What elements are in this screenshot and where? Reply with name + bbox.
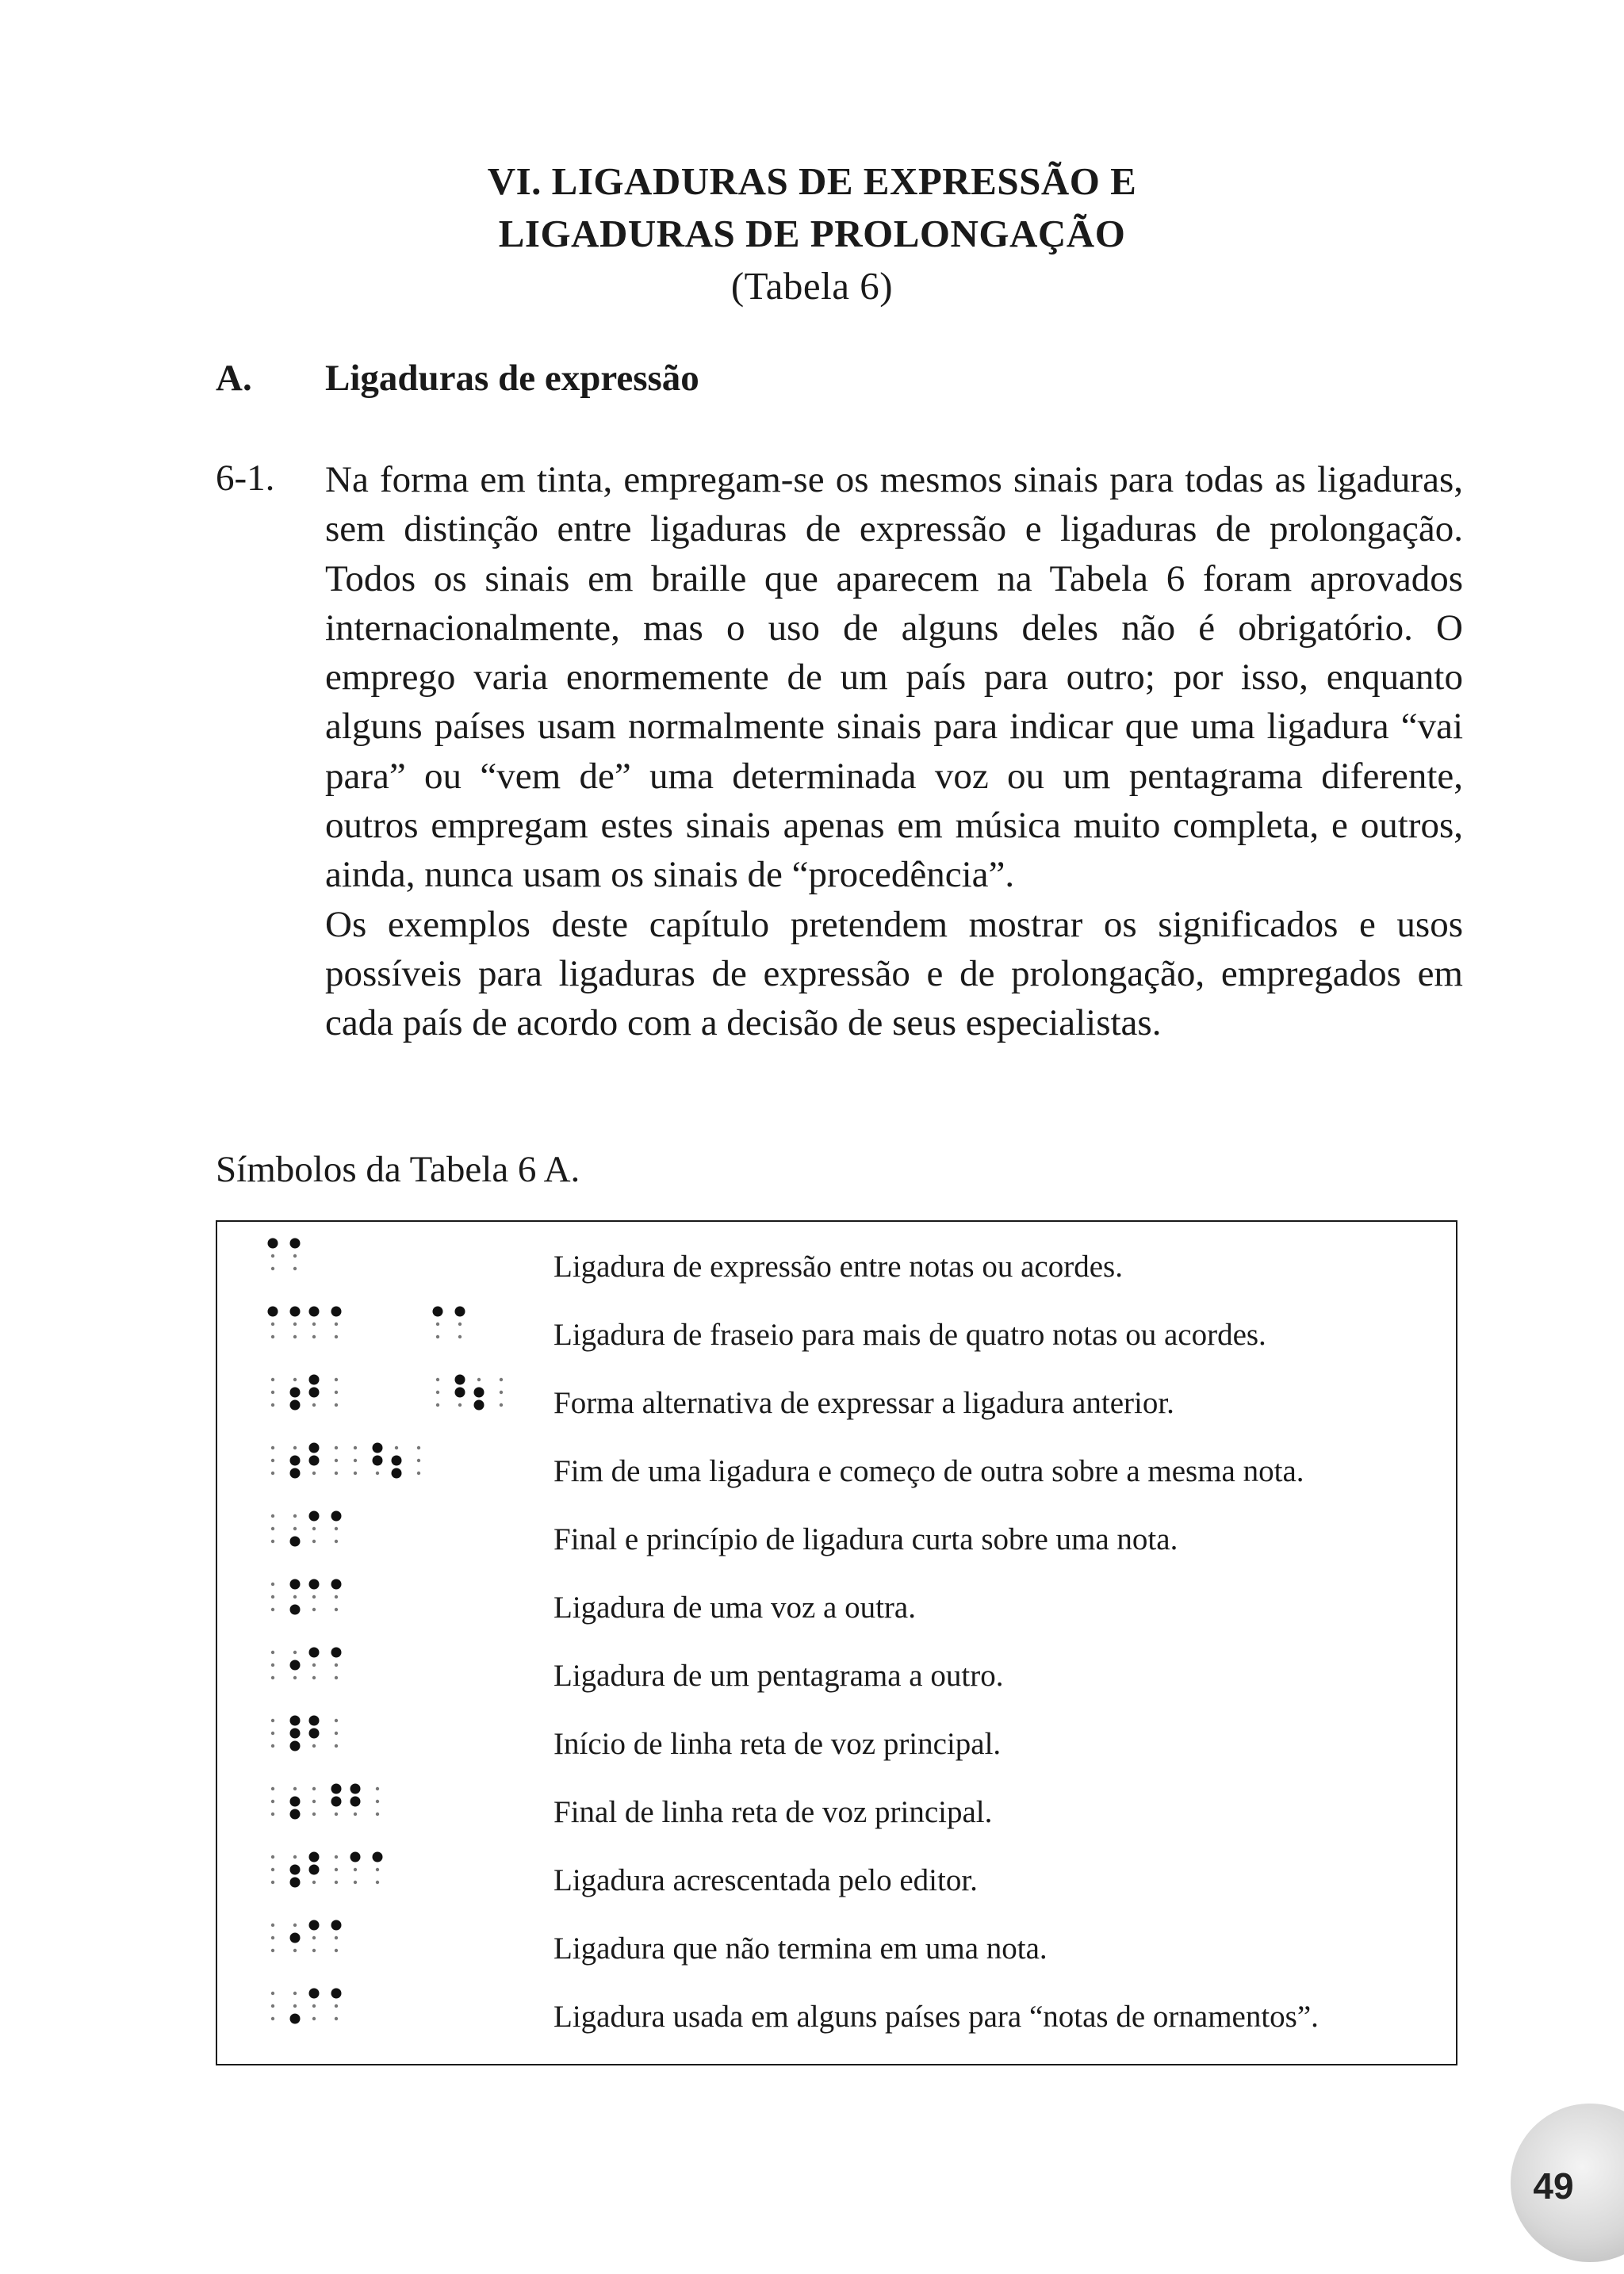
braille-dot-flat xyxy=(293,1378,297,1381)
braille-dot-flat xyxy=(312,1936,316,1939)
braille-sign xyxy=(217,1290,550,1358)
braille-dot-flat xyxy=(436,1378,439,1381)
braille-dot-raised xyxy=(331,1511,342,1522)
braille-dot-flat xyxy=(335,1335,338,1338)
braille-dot-flat xyxy=(335,1949,338,1952)
paragraph-number: 6-1. xyxy=(216,457,275,499)
braille-dot-raised xyxy=(290,2014,301,2024)
braille-dot-flat xyxy=(271,1527,274,1530)
braille-dot-flat xyxy=(293,1787,297,1790)
braille-dot-raised xyxy=(309,1307,320,1317)
braille-dot-flat xyxy=(335,1881,338,1884)
braille-dot-raised xyxy=(290,1809,301,1820)
braille-dot-flat xyxy=(271,1323,274,1326)
braille-dot-flat xyxy=(293,1595,297,1598)
braille-dot-flat xyxy=(335,2017,338,2020)
braille-dot-raised xyxy=(455,1307,465,1317)
page-number: 49 xyxy=(1533,2165,1574,2207)
braille-dot-raised xyxy=(290,1605,301,1615)
braille-dot-raised xyxy=(290,1307,301,1317)
symbol-description: Ligadura de uma voz a outra. xyxy=(553,1591,916,1625)
braille-dot-flat xyxy=(271,1881,274,1884)
braille-dot-flat xyxy=(293,1323,297,1326)
braille-dot-flat xyxy=(271,1595,274,1598)
braille-dot-raised xyxy=(309,1716,320,1726)
braille-dot-flat xyxy=(271,1391,274,1394)
braille-dot-flat xyxy=(500,1403,503,1407)
symbol-row xyxy=(217,1767,1456,1836)
braille-dot-flat xyxy=(376,1787,379,1790)
braille-dot-flat xyxy=(271,1949,274,1952)
symbol-description: Final de linha reta de voz principal. xyxy=(553,1795,993,1829)
symbol-description: Ligadura de expressão entre notas ou acordes. xyxy=(553,1250,1123,1284)
symbol-description: Ligadura de um pentagrama a outro. xyxy=(553,1659,1004,1693)
braille-dot-flat xyxy=(312,2004,316,2008)
braille-dot-flat xyxy=(376,1472,379,1475)
section-letter: A. xyxy=(216,358,252,399)
braille-dot-flat xyxy=(271,1608,274,1611)
braille-dot-flat xyxy=(271,1800,274,1803)
symbols-table xyxy=(216,1220,1457,2065)
paragraph-text-1: Na forma em tinta, empregam-se os mesmos sinais para todas as ligaduras, sem distinção entre ligaduras de expressão e ligaduras de prolongação. Todos os sinais em braille que aparecem na Tabela 6 foram aprovados internacionalmente, mas o uso de alguns deles não é obrigatório. O emprego varia enormemente de um país para outro; por isso, enquanto alguns países usam normalmente sinais para indicar que uma ligadura “vai para” ou “vem de” uma determinada voz ou um pentagrama diferente, outros empregam estes sinais apenas em música muito completa, e outros, ainda, nunca usam os sinais de “procedência”. xyxy=(325,459,1463,896)
symbol-row xyxy=(217,1222,1456,1290)
braille-dot-flat xyxy=(376,1868,379,1871)
chapter-title-line-2: LIGADURAS DE PROLONGAÇÃO xyxy=(498,212,1126,255)
braille-dot-raised xyxy=(474,1400,485,1411)
braille-dot-raised xyxy=(309,1648,320,1658)
braille-dot-raised xyxy=(290,1456,301,1466)
table-caption: Símbolos da Tabela 6 A. xyxy=(216,1149,580,1190)
braille-dot-raised xyxy=(331,1989,342,1999)
braille-dot-raised xyxy=(350,1784,361,1794)
braille-sign xyxy=(217,1631,550,1699)
braille-dot-raised xyxy=(309,1456,320,1466)
braille-dot-raised xyxy=(309,1728,320,1739)
braille-dot-flat xyxy=(376,1813,379,1816)
braille-dot-raised xyxy=(331,1797,342,1807)
braille-dot-raised xyxy=(392,1456,402,1466)
braille-dot-raised xyxy=(309,1375,320,1385)
braille-sign xyxy=(217,1222,550,1290)
braille-dot-flat xyxy=(271,1936,274,1939)
braille-dot-flat xyxy=(271,1924,274,1927)
braille-dot-raised xyxy=(350,1797,361,1807)
braille-sign xyxy=(217,1495,550,1563)
braille-dot-flat xyxy=(312,2017,316,2020)
symbol-row xyxy=(217,1495,1456,1563)
braille-dot-flat xyxy=(335,1676,338,1679)
symbol-description: Ligadura de fraseio para mais de quatro notas ou acordes. xyxy=(553,1318,1266,1352)
braille-dot-flat xyxy=(312,1663,316,1667)
braille-dot-flat xyxy=(335,1391,338,1394)
symbol-row xyxy=(217,1563,1456,1631)
braille-dot-flat xyxy=(417,1472,420,1475)
braille-sign xyxy=(217,1904,550,1972)
braille-dot-flat xyxy=(335,1719,338,1722)
braille-dot-raised xyxy=(290,1660,301,1671)
braille-dot-flat xyxy=(271,2004,274,2008)
braille-dot-raised xyxy=(331,1307,342,1317)
braille-dot-raised xyxy=(290,1878,301,1888)
braille-dot-raised xyxy=(331,1648,342,1658)
symbol-description: Ligadura que não termina em uma nota. xyxy=(553,1931,1048,1966)
braille-dot-flat xyxy=(293,1676,297,1679)
braille-dot-raised xyxy=(474,1388,485,1398)
braille-sign xyxy=(217,1358,550,1426)
braille-dot-flat xyxy=(312,1527,316,1530)
braille-dot-flat xyxy=(293,1514,297,1518)
braille-dot-flat xyxy=(335,1813,338,1816)
braille-dot-flat xyxy=(335,1378,338,1381)
braille-dot-flat xyxy=(335,1527,338,1530)
symbol-description: Fim de uma ligadura e começo de outra sobre a mesma nota. xyxy=(553,1454,1304,1488)
braille-dot-flat xyxy=(335,2004,338,2008)
braille-dot-raised xyxy=(331,1784,342,1794)
braille-dot-flat xyxy=(312,1595,316,1598)
symbol-description: Ligadura acrescentada pelo editor. xyxy=(553,1863,978,1897)
braille-dot-flat xyxy=(354,1459,357,1462)
braille-dot-raised xyxy=(290,1865,301,1875)
braille-dot-flat xyxy=(335,1446,338,1449)
braille-dot-flat xyxy=(354,1881,357,1884)
paragraph-body xyxy=(325,455,1463,1048)
braille-dot-flat xyxy=(271,1583,274,1586)
braille-dot-flat xyxy=(354,1868,357,1871)
braille-dot-flat xyxy=(395,1446,398,1449)
braille-dot-flat xyxy=(271,1744,274,1748)
braille-sign xyxy=(217,1563,550,1631)
braille-dot-raised xyxy=(290,1400,301,1411)
braille-dot-flat xyxy=(271,1651,274,1654)
braille-dot-flat xyxy=(293,2004,297,2008)
braille-dot-flat xyxy=(293,1527,297,1530)
braille-dot-flat xyxy=(271,1868,274,1871)
braille-dot-raised xyxy=(309,1443,320,1453)
braille-dot-flat xyxy=(271,1472,274,1475)
braille-dot-flat xyxy=(271,1540,274,1543)
braille-dot-flat xyxy=(458,1335,462,1338)
braille-dot-raised xyxy=(290,1468,301,1479)
braille-dot-raised xyxy=(309,1852,320,1862)
braille-dot-flat xyxy=(335,1855,338,1859)
braille-dot-raised xyxy=(455,1388,465,1398)
braille-dot-flat xyxy=(312,1403,316,1407)
braille-dot-flat xyxy=(312,1335,316,1338)
braille-sign xyxy=(217,1836,550,1904)
braille-dot-raised xyxy=(350,1852,361,1862)
symbol-row xyxy=(217,1631,1456,1699)
braille-dot-flat xyxy=(271,1855,274,1859)
section-title: Ligaduras de expressão xyxy=(325,358,699,399)
symbol-row xyxy=(217,1972,1456,2040)
braille-dot-raised xyxy=(268,1238,278,1249)
braille-dot-flat xyxy=(436,1323,439,1326)
braille-dot-raised xyxy=(373,1456,383,1466)
braille-dot-flat xyxy=(335,1732,338,1735)
braille-dot-flat xyxy=(312,1800,316,1803)
braille-dot-flat xyxy=(293,1446,297,1449)
symbol-row xyxy=(217,1699,1456,1767)
braille-dot-flat xyxy=(271,1732,274,1735)
braille-dot-raised xyxy=(309,1511,320,1522)
braille-dot-flat xyxy=(335,1323,338,1326)
braille-dot-flat xyxy=(271,1459,274,1462)
braille-dot-flat xyxy=(271,1446,274,1449)
braille-dot-flat xyxy=(335,1936,338,1939)
braille-dot-flat xyxy=(376,1881,379,1884)
braille-dot-raised xyxy=(290,1537,301,1547)
braille-dot-flat xyxy=(417,1459,420,1462)
braille-dot-flat xyxy=(312,1787,316,1790)
braille-dot-flat xyxy=(335,1459,338,1462)
braille-dot-flat xyxy=(271,1335,274,1338)
braille-dot-raised xyxy=(309,1920,320,1931)
braille-dot-flat xyxy=(477,1378,481,1381)
braille-dot-raised xyxy=(290,1797,301,1807)
braille-dot-raised xyxy=(392,1468,402,1479)
braille-sign xyxy=(217,1972,550,2040)
symbol-description: Forma alternativa de expressar a ligadura anterior. xyxy=(553,1386,1174,1420)
braille-dot-raised xyxy=(309,1579,320,1590)
chapter-title-line-1: VI. LIGADURAS DE EXPRESSÃO E xyxy=(487,159,1137,203)
braille-dot-flat xyxy=(293,1992,297,1995)
braille-dot-flat xyxy=(271,1719,274,1722)
braille-dot-flat xyxy=(354,1472,357,1475)
braille-dot-flat xyxy=(271,1676,274,1679)
braille-dot-flat xyxy=(293,1254,297,1258)
chapter-subtitle: (Tabela 6) xyxy=(730,264,894,308)
braille-sign xyxy=(217,1699,550,1767)
braille-dot-flat xyxy=(335,1868,338,1871)
braille-dot-flat xyxy=(312,1472,316,1475)
braille-dot-flat xyxy=(312,1813,316,1816)
braille-dot-flat xyxy=(335,1595,338,1598)
braille-dot-flat xyxy=(271,2017,274,2020)
braille-dot-flat xyxy=(271,1514,274,1518)
braille-dot-flat xyxy=(293,1949,297,1952)
braille-dot-flat xyxy=(500,1391,503,1394)
braille-dot-flat xyxy=(417,1446,420,1449)
braille-dot-flat xyxy=(293,1335,297,1338)
braille-dot-flat xyxy=(312,1540,316,1543)
braille-dot-raised xyxy=(268,1307,278,1317)
braille-dot-flat xyxy=(335,1608,338,1611)
braille-sign xyxy=(217,1767,550,1836)
braille-dot-flat xyxy=(354,1446,357,1449)
braille-dot-raised xyxy=(290,1933,301,1943)
symbol-row xyxy=(217,1904,1456,1972)
symbol-row xyxy=(217,1290,1456,1358)
braille-dot-raised xyxy=(290,1716,301,1726)
braille-dot-flat xyxy=(271,1813,274,1816)
braille-dot-flat xyxy=(312,1323,316,1326)
braille-dot-raised xyxy=(455,1375,465,1385)
braille-dot-raised xyxy=(309,1388,320,1398)
symbol-description: Final e princípio de ligadura curta sobre uma nota. xyxy=(553,1522,1178,1556)
braille-dot-raised xyxy=(290,1238,301,1249)
braille-dot-raised xyxy=(433,1307,443,1317)
braille-dot-flat xyxy=(293,1651,297,1654)
symbol-description: Início de linha reta de voz principal. xyxy=(553,1727,1002,1761)
braille-dot-flat xyxy=(271,1254,274,1258)
braille-dot-raised xyxy=(309,1989,320,1999)
braille-dot-flat xyxy=(312,1949,316,1952)
braille-dot-flat xyxy=(271,1267,274,1270)
braille-dot-raised xyxy=(290,1741,301,1751)
braille-dot-flat xyxy=(335,1663,338,1667)
braille-dot-raised xyxy=(331,1920,342,1931)
braille-dot-flat xyxy=(271,1663,274,1667)
paragraph-text-2: Os exemplos deste capítulo pretendem mostrar os significados e usos possíveis para ligaduras de expressão e de prolongação, empregados em cada país de acordo com a decisão de seus especialistas. xyxy=(325,903,1463,1044)
braille-dot-flat xyxy=(271,1992,274,1995)
braille-dot-flat xyxy=(271,1787,274,1790)
symbol-description: Ligadura usada em alguns países para “notas de ornamentos”. xyxy=(553,2000,1319,2034)
symbol-row xyxy=(217,1426,1456,1495)
symbol-row xyxy=(217,1358,1456,1426)
braille-dot-flat xyxy=(436,1403,439,1407)
braille-dot-flat xyxy=(335,1472,338,1475)
braille-dot-flat xyxy=(271,1403,274,1407)
braille-dot-flat xyxy=(500,1378,503,1381)
braille-dot-raised xyxy=(373,1443,383,1453)
braille-dot-raised xyxy=(309,1865,320,1875)
braille-dot-flat xyxy=(293,1267,297,1270)
braille-sign xyxy=(217,1426,550,1495)
chapter-title xyxy=(0,155,1624,312)
braille-dot-raised xyxy=(290,1579,301,1590)
braille-dot-flat xyxy=(436,1335,439,1338)
braille-dot-flat xyxy=(312,1744,316,1748)
braille-dot-flat xyxy=(335,1403,338,1407)
braille-dot-flat xyxy=(458,1403,462,1407)
braille-dot-flat xyxy=(293,1924,297,1927)
braille-dot-flat xyxy=(312,1881,316,1884)
braille-dot-flat xyxy=(376,1800,379,1803)
braille-dot-flat xyxy=(271,1378,274,1381)
braille-dot-flat xyxy=(312,1608,316,1611)
braille-dot-flat xyxy=(436,1391,439,1394)
braille-dot-flat xyxy=(293,1855,297,1859)
braille-dot-flat xyxy=(335,1744,338,1748)
braille-dot-flat xyxy=(335,1540,338,1543)
braille-dot-raised xyxy=(373,1852,383,1862)
braille-dot-flat xyxy=(312,1676,316,1679)
braille-dot-flat xyxy=(354,1813,357,1816)
symbol-row xyxy=(217,1836,1456,1904)
braille-dot-raised xyxy=(290,1728,301,1739)
braille-dot-flat xyxy=(458,1323,462,1326)
braille-dot-raised xyxy=(290,1388,301,1398)
braille-dot-raised xyxy=(331,1579,342,1590)
